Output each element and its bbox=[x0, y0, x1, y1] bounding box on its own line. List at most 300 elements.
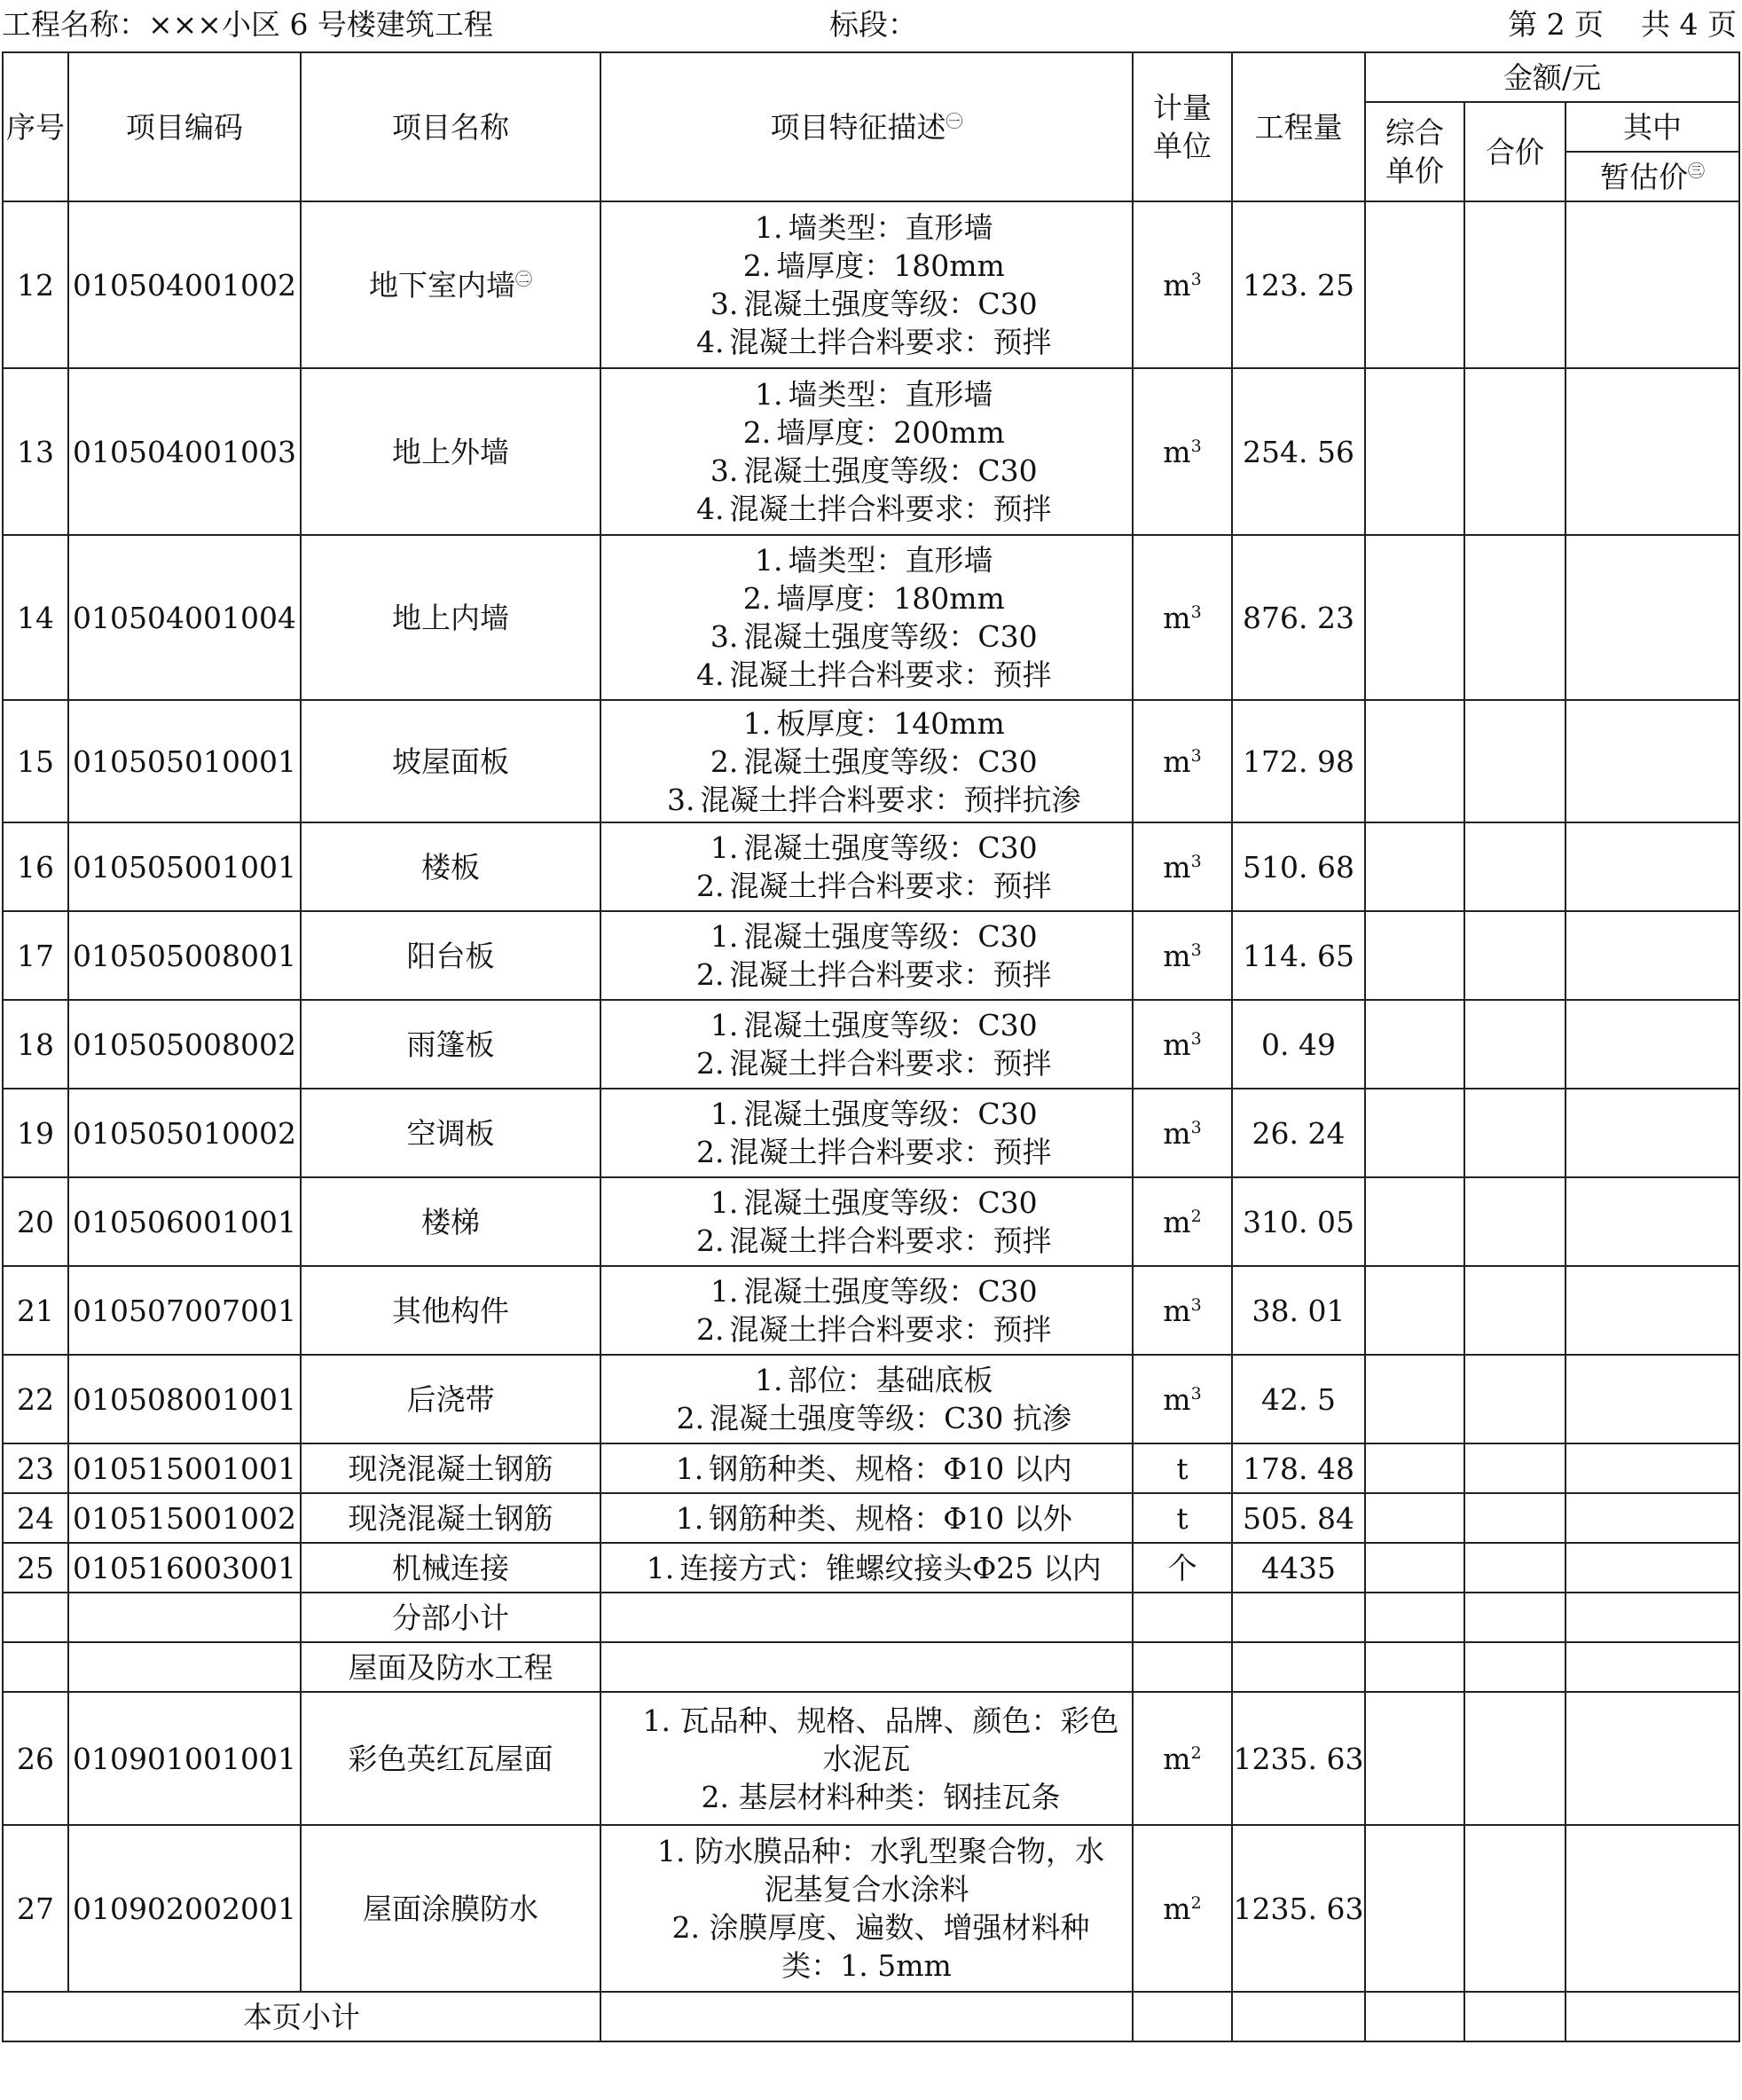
desc-line bbox=[601, 413, 1132, 452]
name-cell bbox=[301, 1692, 600, 1825]
col-amount: 金额/元 bbox=[1365, 52, 1739, 102]
desc-line-text: 混凝土强度等级：C30 bbox=[743, 1097, 1038, 1131]
desc-line bbox=[601, 829, 1132, 867]
total-cell bbox=[1464, 822, 1565, 911]
header-row bbox=[3, 52, 1739, 102]
col-code: 项目编码 bbox=[68, 52, 301, 201]
desc-line bbox=[601, 656, 1132, 694]
seq-cell: 20 bbox=[3, 1177, 68, 1266]
desc-line-number: 1. bbox=[710, 919, 739, 954]
desc-line: 水泥瓦 bbox=[822, 1741, 911, 1776]
desc-cell bbox=[600, 201, 1133, 368]
desc-line-text: 混凝土强度等级：C30 bbox=[743, 919, 1038, 954]
desc-cell bbox=[600, 1443, 1133, 1493]
table-row bbox=[3, 1692, 1739, 1825]
empty-cell bbox=[1232, 1593, 1365, 1642]
desc-line bbox=[601, 1450, 1132, 1488]
provisional-cell bbox=[1565, 201, 1739, 368]
seq-cell: 17 bbox=[3, 911, 68, 1000]
empty-cell bbox=[1365, 1992, 1464, 2041]
desc-line-number: 2. bbox=[742, 248, 772, 283]
unit-exponent: 3 bbox=[1190, 940, 1202, 960]
desc-line-text: 混凝土强度等级：C30 抗渗 bbox=[710, 1401, 1071, 1435]
desc-line-text: 混凝土拌合料要求：预拌 bbox=[729, 657, 1052, 692]
table-row bbox=[3, 1355, 1739, 1443]
unit-price-cell bbox=[1365, 1543, 1464, 1593]
unit-exponent: 3 bbox=[1190, 602, 1202, 622]
qty-cell: 42. 5 bbox=[1232, 1355, 1365, 1443]
item-name: 机械连接 bbox=[392, 1550, 509, 1585]
desc-line-text: 混凝土强度等级：C30 bbox=[743, 1008, 1038, 1042]
unit-price-cell bbox=[1365, 911, 1464, 1000]
desc-cell bbox=[600, 822, 1133, 911]
unit-price-cell bbox=[1365, 1355, 1464, 1443]
qty-cell: 310. 05 bbox=[1232, 1177, 1365, 1266]
total-cell bbox=[1464, 1355, 1565, 1443]
unit-text: m bbox=[1163, 267, 1191, 303]
unit-cell bbox=[1133, 700, 1232, 822]
name-cell bbox=[301, 1493, 600, 1543]
desc-line-text: 墙厚度：180mm bbox=[776, 581, 1005, 616]
seq-cell: 15 bbox=[3, 700, 68, 822]
desc-line bbox=[601, 1222, 1132, 1260]
unit-exponent: 3 bbox=[1190, 745, 1202, 766]
desc-line-number: 2. bbox=[696, 1135, 725, 1169]
code-cell: 010504001003 bbox=[68, 368, 301, 535]
desc-line bbox=[601, 1095, 1132, 1133]
item-name: 楼板 bbox=[421, 849, 480, 885]
desc-line bbox=[601, 579, 1132, 617]
desc-line bbox=[601, 285, 1132, 323]
name-cell bbox=[301, 1355, 600, 1443]
desc-cell bbox=[600, 911, 1133, 1000]
unit-price-cell bbox=[1365, 700, 1464, 822]
subtotal-row bbox=[3, 1593, 1739, 1642]
empty-cell bbox=[1565, 1992, 1739, 2041]
unit-price-cell bbox=[1365, 822, 1464, 911]
unit-text: m bbox=[1163, 1204, 1191, 1239]
empty-cell bbox=[1133, 1992, 1232, 2041]
unit-exponent: 3 bbox=[1190, 1117, 1202, 1137]
qty-cell: 1235. 63 bbox=[1232, 1825, 1365, 1992]
desc-cell bbox=[600, 1177, 1133, 1266]
col-unit-price-l1: 综合 bbox=[1385, 115, 1444, 150]
desc-line-number: 2. bbox=[742, 415, 772, 450]
unit-text: t bbox=[1176, 1500, 1189, 1536]
desc-line bbox=[601, 1310, 1132, 1349]
provisional-cell bbox=[1565, 1543, 1739, 1593]
item-name: 现浇混凝土钢筋 bbox=[348, 1500, 553, 1536]
name-cell bbox=[301, 1089, 600, 1177]
empty-cell bbox=[1565, 1642, 1739, 1692]
item-name: 空调板 bbox=[406, 1115, 495, 1151]
name-cell bbox=[301, 201, 600, 368]
total-cell bbox=[1464, 1177, 1565, 1266]
total-cell bbox=[1464, 1692, 1565, 1825]
table-row bbox=[3, 1493, 1739, 1543]
seq-cell: 27 bbox=[3, 1825, 68, 1992]
code-cell bbox=[68, 1593, 301, 1642]
desc-line-number: 1. bbox=[710, 1097, 739, 1131]
unit-exponent: 3 bbox=[1190, 436, 1202, 456]
total-cell bbox=[1464, 1493, 1565, 1543]
total-cell bbox=[1464, 201, 1565, 368]
footnote-mark: ㊁ bbox=[514, 269, 532, 289]
desc-line-number: 4. bbox=[696, 657, 725, 692]
col-unit-price bbox=[1365, 102, 1464, 201]
desc-line: 2. 基层材料种类：钢挂瓦条 bbox=[701, 1779, 1061, 1814]
unit-price-cell bbox=[1365, 1177, 1464, 1266]
code-cell: 010902002001 bbox=[68, 1825, 301, 1992]
unit-cell bbox=[1133, 1177, 1232, 1266]
qty-cell: 505. 84 bbox=[1232, 1493, 1365, 1543]
desc-cell bbox=[600, 368, 1133, 535]
col-provisional-label: 暂估价 bbox=[1599, 159, 1688, 194]
unit-text: m bbox=[1163, 743, 1191, 779]
col-qty: 工程量 bbox=[1232, 52, 1365, 201]
desc-line-number: 1. bbox=[646, 1550, 675, 1585]
name-cell bbox=[301, 700, 600, 822]
total-cell bbox=[1464, 1266, 1565, 1355]
provisional-cell bbox=[1565, 911, 1739, 1000]
desc-line: 1. 瓦品种、规格、品牌、颜色：彩色 bbox=[642, 1703, 1119, 1738]
desc-line: 类：1. 5mm bbox=[781, 1948, 952, 1983]
item-name: 其他构件 bbox=[392, 1293, 509, 1328]
total-cell bbox=[1464, 1000, 1565, 1089]
seq-cell: 16 bbox=[3, 822, 68, 911]
footnote-mark: ㊀ bbox=[946, 111, 963, 131]
desc-line: 2. 涂膜厚度、遍数、增强材料种 bbox=[671, 1910, 1090, 1945]
desc-line bbox=[601, 1549, 1132, 1587]
bid-section: 标段： bbox=[829, 7, 917, 42]
name-cell bbox=[301, 822, 600, 911]
desc-line bbox=[601, 781, 1132, 819]
desc-line: 1. 防水膜品种：水乳型聚合物，水 bbox=[657, 1834, 1104, 1868]
desc-line bbox=[601, 956, 1132, 994]
desc-line bbox=[601, 1499, 1132, 1538]
total-cell bbox=[1464, 700, 1565, 822]
unit-exponent: 2 bbox=[1190, 1892, 1202, 1913]
desc-line-text: 混凝土强度等级：C30 bbox=[743, 830, 1038, 865]
provisional-cell bbox=[1565, 368, 1739, 535]
item-name: 后浇带 bbox=[406, 1381, 495, 1417]
desc-line-text: 墙类型：直形墙 bbox=[788, 377, 993, 412]
desc-line-number: 1. bbox=[755, 543, 783, 578]
qty-cell: 172. 98 bbox=[1232, 700, 1365, 822]
name-cell bbox=[301, 911, 600, 1000]
seq-cell: 25 bbox=[3, 1543, 68, 1593]
unit-text: m bbox=[1163, 1293, 1191, 1328]
unit-exponent: 3 bbox=[1190, 1294, 1202, 1315]
unit-price-cell bbox=[1365, 1266, 1464, 1355]
unit-text: m bbox=[1163, 1741, 1191, 1776]
empty-cell bbox=[1133, 1642, 1232, 1692]
desc-line bbox=[601, 917, 1132, 956]
unit-exponent: 3 bbox=[1190, 269, 1202, 289]
provisional-cell bbox=[1565, 1443, 1739, 1493]
unit-exponent: 2 bbox=[1190, 1742, 1202, 1763]
qty-cell: 510. 68 bbox=[1232, 822, 1365, 911]
provisional-cell bbox=[1565, 535, 1739, 700]
provisional-cell bbox=[1565, 822, 1739, 911]
table-row bbox=[3, 1177, 1739, 1266]
unit-text: m bbox=[1163, 1026, 1191, 1062]
qty-cell: 114. 65 bbox=[1232, 911, 1365, 1000]
unit-text: m bbox=[1163, 600, 1191, 635]
empty-cell bbox=[600, 1992, 1133, 2041]
unit-cell bbox=[1133, 822, 1232, 911]
code-cell: 010505010002 bbox=[68, 1089, 301, 1177]
item-name: 地上外墙 bbox=[392, 434, 509, 469]
code-cell bbox=[68, 1642, 301, 1692]
seq-cell: 26 bbox=[3, 1692, 68, 1825]
item-name: 地上内墙 bbox=[392, 600, 509, 635]
desc-line-text: 钢筋种类、规格：Φ10 以外 bbox=[709, 1500, 1072, 1536]
total-cell bbox=[1464, 1089, 1565, 1177]
unit-cell bbox=[1133, 1089, 1232, 1177]
desc-line-text: 钢筋种类、规格：Φ10 以内 bbox=[709, 1451, 1072, 1486]
col-desc-label: 项目特征描述 bbox=[770, 109, 946, 145]
desc-cell bbox=[600, 1355, 1133, 1443]
col-total: 合价 bbox=[1464, 102, 1565, 201]
unit-text: m bbox=[1163, 938, 1191, 973]
desc-line: 泥基复合水涂料 bbox=[764, 1872, 969, 1907]
col-unit-price-l2: 单价 bbox=[1385, 153, 1444, 188]
unit-price-cell bbox=[1365, 1443, 1464, 1493]
unit-cell bbox=[1133, 1000, 1232, 1089]
desc-cell bbox=[600, 700, 1133, 822]
col-unit-l2: 单位 bbox=[1153, 129, 1212, 163]
desc-line bbox=[601, 617, 1132, 656]
seq-cell: 21 bbox=[3, 1266, 68, 1355]
total-cell bbox=[1464, 368, 1565, 535]
desc-line bbox=[601, 704, 1132, 743]
table-row bbox=[3, 1089, 1739, 1177]
table-row bbox=[3, 911, 1739, 1000]
desc-line-number: 1. bbox=[675, 1451, 704, 1486]
unit-price-cell bbox=[1365, 1692, 1464, 1825]
empty-cell bbox=[600, 1642, 1133, 1692]
desc-cell bbox=[600, 1692, 1133, 1825]
name-cell bbox=[301, 1266, 600, 1355]
unit-price-cell bbox=[1365, 1000, 1464, 1089]
desc-line-number: 3. bbox=[710, 453, 739, 488]
desc-line bbox=[601, 1006, 1132, 1044]
provisional-cell bbox=[1565, 1000, 1739, 1089]
name-cell bbox=[301, 1825, 600, 1992]
unit-cell bbox=[1133, 1355, 1232, 1443]
name-cell bbox=[301, 368, 600, 535]
name-cell bbox=[301, 1000, 600, 1089]
name-cell: 分部小计 bbox=[301, 1593, 600, 1642]
desc-line-number: 2. bbox=[696, 869, 725, 903]
desc-line-text: 混凝土拌合料要求：预拌 bbox=[729, 325, 1052, 359]
provisional-cell bbox=[1565, 700, 1739, 822]
desc-line-number: 4. bbox=[696, 492, 725, 526]
empty-cell bbox=[1232, 1992, 1365, 2041]
desc-line-text: 混凝土强度等级：C30 bbox=[743, 453, 1038, 488]
code-cell: 010901001001 bbox=[68, 1692, 301, 1825]
desc-line-number: 2. bbox=[696, 1312, 725, 1347]
page-subtotal-row bbox=[3, 1992, 1739, 2041]
table-row bbox=[3, 1825, 1739, 1992]
col-provisional bbox=[1565, 152, 1739, 201]
code-cell: 010504001004 bbox=[68, 535, 301, 700]
desc-line-text: 混凝土强度等级：C30 bbox=[743, 287, 1038, 321]
desc-line-text: 混凝土强度等级：C30 bbox=[743, 743, 1038, 779]
seq-cell bbox=[3, 1642, 68, 1692]
unit-price-cell bbox=[1365, 201, 1464, 368]
desc-line-text: 混凝土强度等级：C30 bbox=[743, 1274, 1038, 1309]
code-cell: 010505010001 bbox=[68, 700, 301, 822]
footnote-mark: ㊂ bbox=[1687, 161, 1705, 181]
unit-price-cell bbox=[1365, 1825, 1464, 1992]
col-desc bbox=[600, 52, 1133, 201]
provisional-cell bbox=[1565, 1266, 1739, 1355]
item-name: 坡屋面板 bbox=[392, 743, 509, 779]
unit-text: m bbox=[1163, 434, 1191, 469]
desc-line-text: 混凝土强度等级：C30 bbox=[743, 619, 1038, 654]
qty-cell: 178. 48 bbox=[1232, 1443, 1365, 1493]
unit-price-cell bbox=[1365, 1493, 1464, 1543]
seq-cell: 19 bbox=[3, 1089, 68, 1177]
unit-text: m bbox=[1163, 1891, 1191, 1926]
item-name: 楼梯 bbox=[421, 1204, 480, 1239]
desc-line-number: 3. bbox=[710, 287, 739, 321]
desc-line-text: 墙类型：直形墙 bbox=[788, 543, 993, 578]
table-row bbox=[3, 201, 1739, 368]
desc-line-text: 混凝土拌合料要求：预拌 bbox=[729, 1223, 1052, 1258]
desc-cell bbox=[600, 1543, 1133, 1593]
col-name: 项目名称 bbox=[301, 52, 600, 201]
empty-cell bbox=[1365, 1642, 1464, 1692]
unit-cell bbox=[1133, 1825, 1232, 1992]
unit-cell bbox=[1133, 1266, 1232, 1355]
desc-line-number: 2. bbox=[696, 957, 725, 992]
desc-line-number: 1. bbox=[755, 1363, 783, 1397]
code-cell: 010516003001 bbox=[68, 1543, 301, 1593]
unit-text: 个 bbox=[1167, 1550, 1197, 1585]
desc-line bbox=[601, 541, 1132, 579]
desc-line-number: 2. bbox=[742, 581, 772, 616]
table-row bbox=[3, 822, 1739, 911]
desc-line-text: 混凝土拌合料要求：预拌 bbox=[729, 1046, 1052, 1081]
name-cell bbox=[301, 1177, 600, 1266]
desc-cell bbox=[600, 535, 1133, 700]
unit-exponent: 3 bbox=[1190, 1028, 1202, 1049]
code-cell: 010515001002 bbox=[68, 1493, 301, 1543]
unit-exponent: 2 bbox=[1190, 1206, 1202, 1226]
desc-line-number: 1. bbox=[742, 705, 772, 741]
desc-line bbox=[601, 1361, 1132, 1399]
qty-cell: 876. 23 bbox=[1232, 535, 1365, 700]
table-row bbox=[3, 368, 1739, 535]
desc-cell bbox=[600, 1266, 1133, 1355]
desc-line bbox=[601, 375, 1132, 413]
qty-cell: 1235. 63 bbox=[1232, 1692, 1365, 1825]
unit-text: m bbox=[1163, 1115, 1191, 1151]
item-name: 现浇混凝土钢筋 bbox=[348, 1451, 553, 1486]
bill-of-quantities-table bbox=[2, 51, 1740, 2042]
code-cell: 010505001001 bbox=[68, 822, 301, 911]
unit-text: m bbox=[1163, 1381, 1191, 1417]
qty-cell: 4435 bbox=[1232, 1543, 1365, 1593]
code-cell: 010505008002 bbox=[68, 1000, 301, 1089]
desc-line bbox=[601, 743, 1132, 781]
desc-cell bbox=[600, 1089, 1133, 1177]
unit-price-cell bbox=[1365, 368, 1464, 535]
unit-cell bbox=[1133, 1443, 1232, 1493]
table-row bbox=[3, 1266, 1739, 1355]
total-cell bbox=[1464, 1443, 1565, 1493]
table-row bbox=[3, 700, 1739, 822]
desc-line-number: 3. bbox=[710, 619, 739, 654]
desc-line-text: 混凝土拌合料要求：预拌抗渗 bbox=[700, 782, 1081, 817]
desc-line bbox=[601, 452, 1132, 490]
provisional-cell bbox=[1565, 1692, 1739, 1825]
empty-cell bbox=[1232, 1642, 1365, 1692]
code-cell: 010507007001 bbox=[68, 1266, 301, 1355]
desc-line-number: 1. bbox=[755, 210, 783, 245]
desc-line-number: 1. bbox=[710, 1185, 739, 1220]
qty-cell: 123. 25 bbox=[1232, 201, 1365, 368]
desc-line bbox=[601, 208, 1132, 247]
item-name: 屋面涂膜防水 bbox=[363, 1891, 538, 1926]
desc-line-text: 墙厚度：200mm bbox=[776, 415, 1005, 450]
desc-line-number: 1. bbox=[710, 1008, 739, 1042]
item-name: 阳台板 bbox=[406, 938, 495, 973]
name-cell: 屋面及防水工程 bbox=[301, 1642, 600, 1692]
desc-line-text: 连接方式：锥螺纹接头Φ25 以内 bbox=[679, 1550, 1102, 1585]
unit-cell bbox=[1133, 1692, 1232, 1825]
desc-line-text: 混凝土强度等级：C30 bbox=[743, 1185, 1038, 1220]
desc-line-text: 板厚度：140mm bbox=[776, 705, 1005, 741]
col-of-which: 其中 bbox=[1565, 102, 1739, 152]
empty-cell bbox=[1464, 1593, 1565, 1642]
qty-cell: 254. 56 bbox=[1232, 368, 1365, 535]
desc-line-number: 1. bbox=[710, 830, 739, 865]
seq-cell: 23 bbox=[3, 1443, 68, 1493]
qty-cell: 38. 01 bbox=[1232, 1266, 1365, 1355]
page-header bbox=[0, 0, 1742, 50]
unit-cell bbox=[1133, 1543, 1232, 1593]
desc-line-text: 混凝土拌合料要求：预拌 bbox=[729, 1312, 1052, 1347]
desc-line bbox=[601, 867, 1132, 905]
unit-exponent: 3 bbox=[1190, 1383, 1202, 1404]
desc-line-number: 3. bbox=[667, 782, 695, 817]
code-cell: 010506001001 bbox=[68, 1177, 301, 1266]
empty-cell bbox=[1464, 1642, 1565, 1692]
seq-cell bbox=[3, 1593, 68, 1642]
unit-exponent: 3 bbox=[1190, 851, 1202, 871]
qty-cell: 26. 24 bbox=[1232, 1089, 1365, 1177]
page-subtotal-label: 本页小计 bbox=[3, 1992, 600, 2041]
section-row bbox=[3, 1642, 1739, 1692]
unit-cell bbox=[1133, 911, 1232, 1000]
desc-line-text: 墙厚度：180mm bbox=[776, 248, 1005, 283]
provisional-cell bbox=[1565, 1177, 1739, 1266]
item-name: 地下室内墙 bbox=[368, 267, 515, 303]
desc-line bbox=[601, 1399, 1132, 1437]
desc-cell bbox=[600, 1825, 1133, 1992]
desc-line-number: 1. bbox=[755, 377, 783, 412]
desc-line bbox=[601, 1044, 1132, 1082]
desc-cell bbox=[600, 1000, 1133, 1089]
desc-line-text: 混凝土拌合料要求：预拌 bbox=[729, 869, 1052, 903]
desc-line-number: 2. bbox=[696, 1223, 725, 1258]
provisional-cell bbox=[1565, 1355, 1739, 1443]
total-cell bbox=[1464, 535, 1565, 700]
